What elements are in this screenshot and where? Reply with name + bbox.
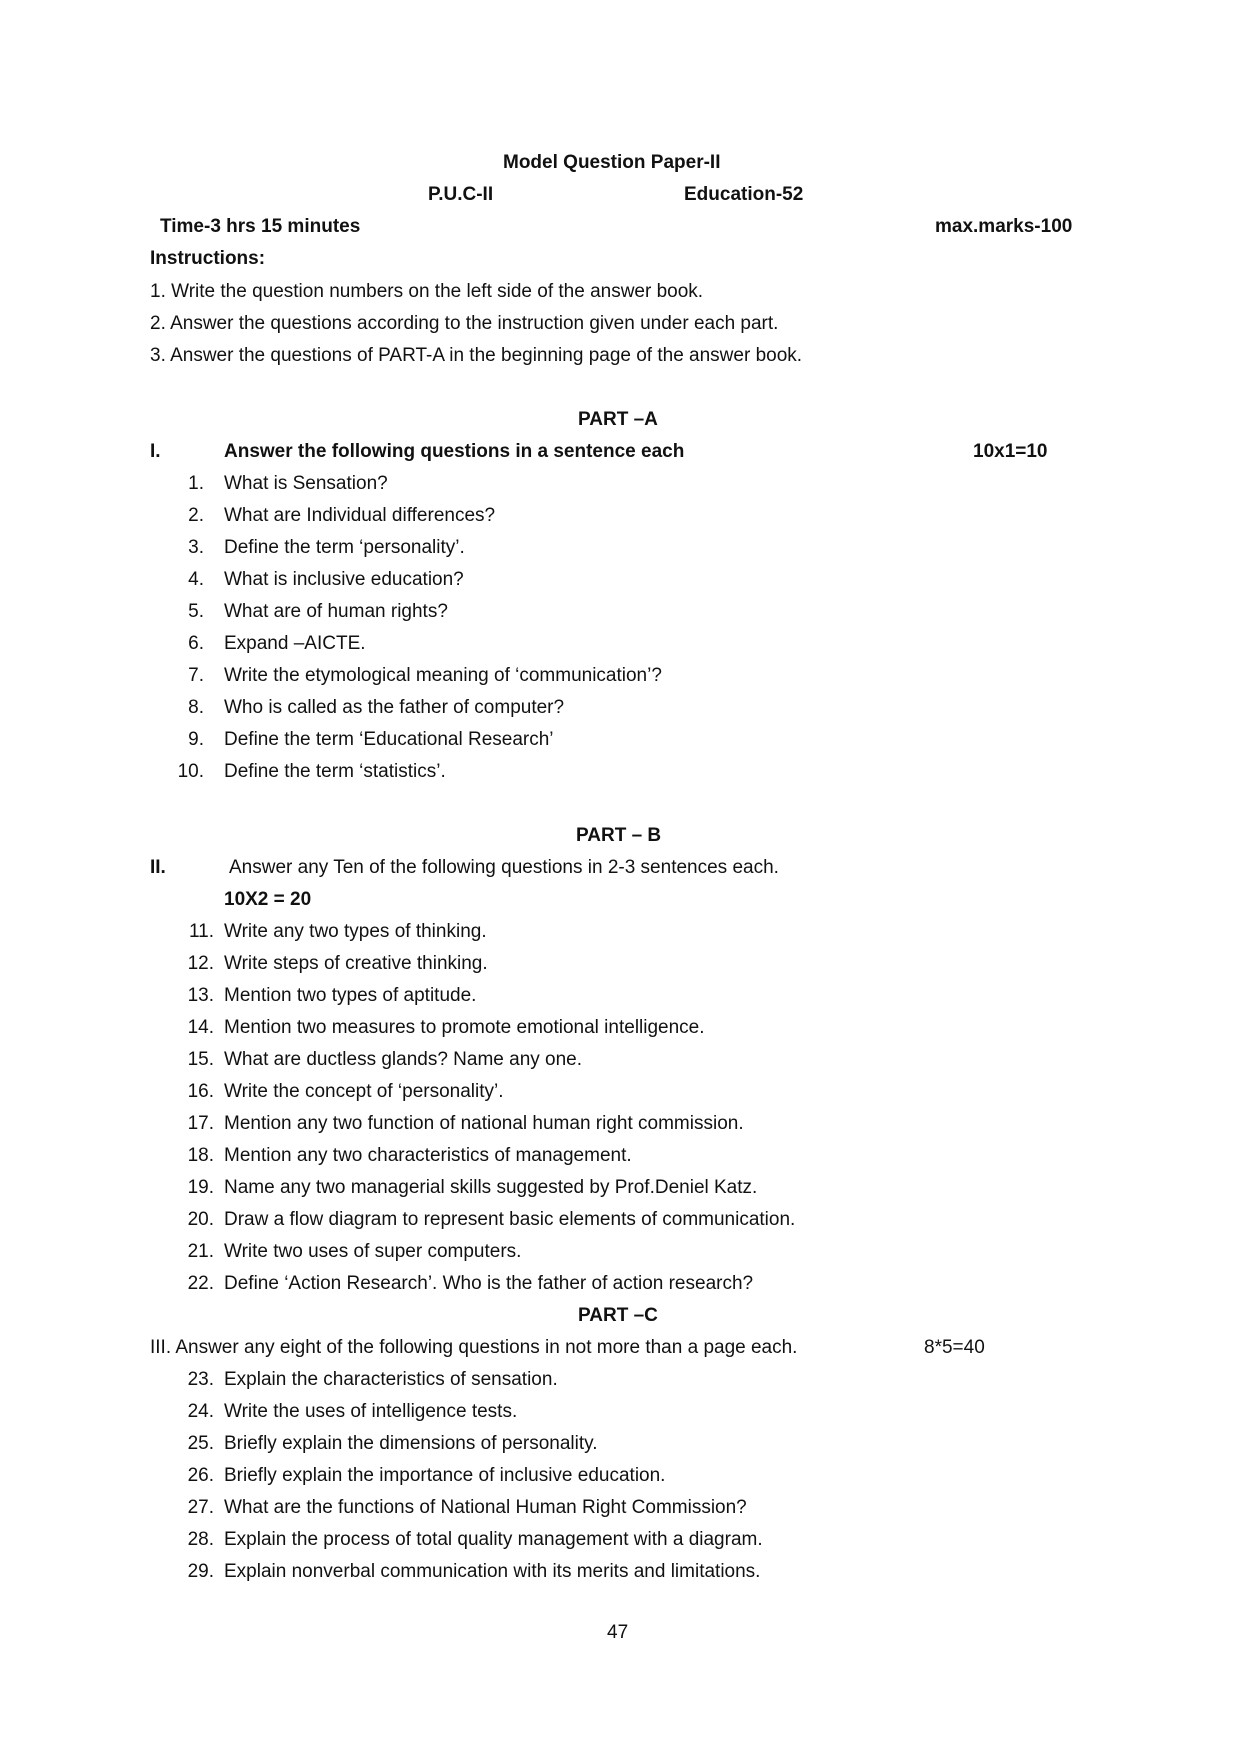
question-text: What are the functions of National Human Right Commission? [224,1497,747,1518]
class-label: P.U.C-II [428,184,494,205]
question-text: Draw a flow diagram to represent basic elements of communication. [224,1209,796,1230]
part-b-marks: 10X2 = 20 [224,889,312,910]
question-number: 20. [187,1209,214,1230]
question-number: 1. [188,473,204,494]
question-number: 7. [188,665,204,686]
part-a-title: PART –A [578,409,658,430]
part-a-instruction: Answer the following questions in a sentence each [224,441,685,462]
question-text: Define ‘Action Research’. Who is the father of action research? [224,1273,754,1294]
subject-label: Education-52 [684,184,804,205]
part-a-roman: I. [150,441,161,462]
part-c-instruction: III. Answer any eight of the following questions in not more than a page each. [150,1337,798,1358]
question-number: 10. [177,761,204,782]
part-b-roman: II. [150,857,166,878]
question-number: 11. [188,921,214,942]
question-number: 22. [187,1273,214,1294]
question-text: Write the uses of intelligence tests. [224,1401,518,1422]
question-number: 28. [187,1529,214,1550]
part-c-title: PART –C [578,1305,658,1326]
question-text: What are Individual differences? [224,505,496,526]
question-text: Define the term ‘statistics’. [224,761,446,782]
question-text: What are ductless glands? Name any one. [224,1049,583,1070]
question-text: Who is called as the father of computer? [224,697,565,718]
question-number: 2. [188,505,204,526]
question-number: 18. [187,1145,214,1166]
instructions-heading: Instructions: [150,248,266,269]
question-text: Expand –AICTE. [224,633,366,654]
question-number: 3. [188,537,204,558]
question-number: 17. [187,1113,214,1134]
question-number: 24. [187,1401,214,1422]
question-text: Mention any two function of national human right commission. [224,1113,744,1134]
question-text: Briefly explain the dimensions of personality. [224,1433,598,1454]
question-number: 12. [187,953,214,974]
question-text: Define the term ‘personality’. [224,537,465,558]
question-number: 21. [187,1241,214,1262]
question-text: Mention two types of aptitude. [224,985,477,1006]
question-number: 5. [188,601,204,622]
question-text: What are of human rights? [224,601,448,622]
question-text: What is inclusive education? [224,569,464,590]
instruction-item: 3. Answer the questions of PART-A in the beginning page of the answer book. [150,345,803,366]
question-text: Explain the process of total quality management with a diagram. [224,1529,763,1550]
question-number: 29. [187,1561,214,1582]
page-number: 47 [607,1622,629,1643]
question-text: Write the etymological meaning of ‘communication’? [224,665,662,686]
question-text: Define the term ‘Educational Research’ [224,729,554,750]
question-number: 6. [188,633,204,654]
paper-title: Model Question Paper-II [503,152,721,173]
question-number: 19. [187,1177,214,1198]
part-c-marks: 8*5=40 [924,1337,985,1358]
question-number: 27. [187,1497,214,1518]
question-text: Write two uses of super computers. [224,1241,522,1262]
question-number: 8. [188,697,204,718]
question-number: 9. [188,729,204,750]
question-text: Write the concept of ‘personality’. [224,1081,504,1102]
question-number: 23. [187,1369,214,1390]
question-text: Explain nonverbal communication with its merits and limitations. [224,1561,761,1582]
question-text: Mention any two characteristics of management. [224,1145,632,1166]
question-text: Write any two types of thinking. [224,921,487,942]
question-number: 26. [187,1465,214,1486]
part-b-title: PART – B [576,825,662,846]
part-a-marks: 10x1=10 [973,441,1048,462]
question-text: Mention two measures to promote emotional intelligence. [224,1017,705,1038]
question-number: 25. [187,1433,214,1454]
question-text: What is Sensation? [224,473,388,494]
max-marks-label: max.marks-100 [935,216,1073,237]
time-label: Time-3 hrs 15 minutes [160,216,361,237]
question-text: Name any two managerial skills suggested by Prof.Deniel Katz. [224,1177,758,1198]
part-b-instruction: Answer any Ten of the following questions in 2-3 sentences each. [229,857,779,878]
question-number: 15. [187,1049,214,1070]
instruction-item: 1. Write the question numbers on the left side of the answer book. [150,281,704,302]
instruction-item: 2. Answer the questions according to the instruction given under each part. [150,313,779,334]
question-number: 16. [187,1081,214,1102]
question-number: 4. [188,569,204,590]
question-number: 14. [187,1017,214,1038]
question-text: Briefly explain the importance of inclusive education. [224,1465,666,1486]
question-text: Explain the characteristics of sensation. [224,1369,558,1390]
question-text: Write steps of creative thinking. [224,953,488,974]
question-number: 13. [187,985,214,1006]
